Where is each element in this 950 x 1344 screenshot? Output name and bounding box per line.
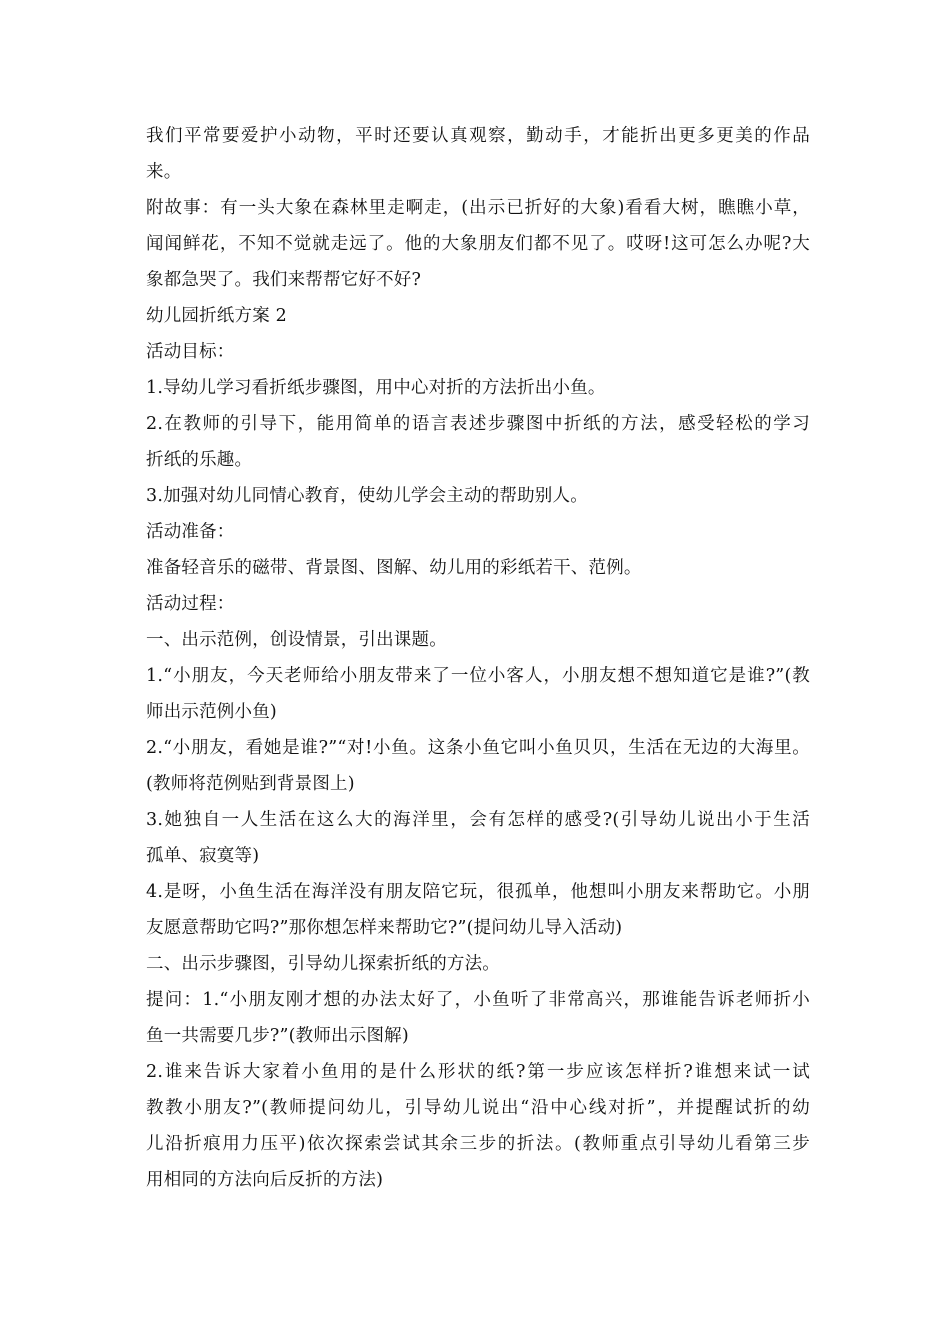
list-item-continuation: 用相同的方法向后反折的方法) — [146, 1170, 384, 1190]
list-item-continuation: 教教小朋友?”(教师提问幼儿，引导幼儿说出“沿中心线对折”，并提醒试折的幼 — [146, 1098, 810, 1118]
paragraph-line: 象都急哭了。我们来帮帮它好不好? — [146, 270, 422, 290]
list-item-continuation: 师出示范例小鱼) — [146, 702, 277, 722]
section-heading: 幼儿园折纸方案 2 — [146, 306, 287, 326]
list-item: 2.谁来告诉大家着小鱼用的是什么形状的纸?第一步应该怎样折?谁想来试一试 — [146, 1062, 810, 1082]
list-item: 1.导幼儿学习看折纸步骤图，用中心对折的方法折出小鱼。 — [146, 378, 606, 398]
paragraph-line: 来。 — [146, 162, 182, 182]
paragraph-line: 二、出示步骤图，引导幼儿探索折纸的方法。 — [146, 954, 500, 974]
list-item: 3.她独自一人生活在这么大的海洋里，会有怎样的感受?(引导幼儿说出小于生活 — [146, 810, 810, 830]
paragraph-line: 一、出示范例，创设情景，引出课题。 — [146, 630, 447, 650]
list-item: 3.加强对幼儿同情心教育，使幼儿学会主动的帮助别人。 — [146, 486, 588, 506]
list-item: 2.在教师的引导下，能用简单的语言表述步骤图中折纸的方法，感受轻松的学习 — [146, 414, 810, 434]
list-item-continuation: 折纸的乐趣。 — [146, 450, 253, 470]
list-item-continuation: (教师将范例贴到背景图上) — [146, 774, 355, 794]
list-item-continuation: 鱼一共需要几步?”(教师出示图解) — [146, 1026, 409, 1046]
paragraph-line: 我们平常要爱护小动物，平时还要认真观察，勤动手，才能折出更多更美的作品 — [146, 126, 810, 146]
paragraph-line: 附故事：有一头大象在森林里走啊走，(出示已折好的大象)看看大树，瞧瞧小草， — [146, 198, 810, 218]
list-item: 4.是呀，小鱼生活在海洋没有朋友陪它玩，很孤单，他想叫小朋友来帮助它。小朋 — [146, 882, 810, 902]
paragraph-line: 闻闻鲜花，不知不觉就走远了。他的大象朋友们都不见了。哎呀!这可怎么办呢?大 — [146, 234, 810, 254]
list-item: 1.“小朋友，今天老师给小朋友带来了一位小客人，小朋友想不想知道它是谁?”(教 — [146, 666, 810, 686]
subheading: 活动准备： — [146, 522, 235, 542]
list-item-continuation: 儿沿折痕用力压平)依次探索尝试其余三步的折法。(教师重点引导幼儿看第三步 — [146, 1134, 810, 1154]
paragraph-line: 准备轻音乐的磁带、背景图、图解、幼儿用的彩纸若干、范例。 — [146, 558, 642, 578]
list-item: 提问：1.“小朋友刚才想的办法太好了，小鱼听了非常高兴，那谁能告诉老师折小 — [146, 990, 810, 1010]
subheading: 活动过程： — [146, 594, 235, 614]
list-item-continuation: 孤单、寂寞等) — [146, 846, 260, 866]
subheading: 活动目标： — [146, 342, 235, 362]
list-item-continuation: 友愿意帮助它吗?”那你想怎样来帮助它?”(提问幼儿导入活动) — [146, 918, 623, 938]
document-body — [146, 118, 810, 1198]
list-item: 2.“小朋友，看她是谁?”“对!小鱼。这条小鱼它叫小鱼贝贝，生活在无边的大海里。 — [146, 738, 810, 758]
